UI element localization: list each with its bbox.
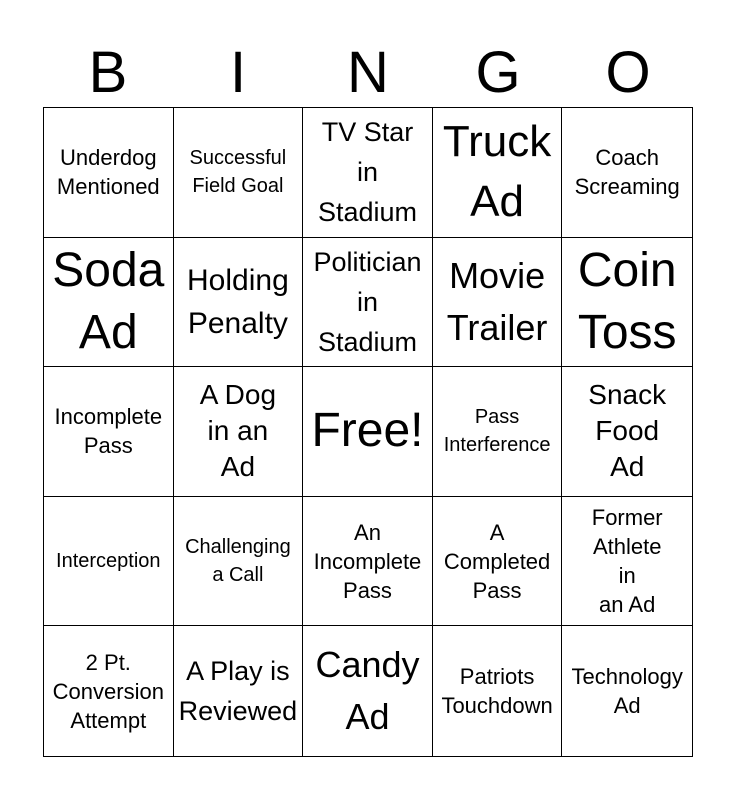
cell-label: Challenging a Call [185, 536, 291, 587]
cell-label: Soda Ad [52, 243, 165, 359]
cell-label: Candy Ad [315, 644, 420, 738]
cell-label: A Completed Pass [443, 519, 551, 603]
bingo-cell-r4-c5[interactable] [562, 497, 692, 627]
cell-label: Holding Penalty [187, 263, 289, 340]
bingo-cell-r4-c2[interactable] [174, 497, 304, 627]
bingo-cell-r4-c4[interactable] [433, 497, 563, 627]
cell-label: Snack Food Ad [588, 379, 667, 483]
cell-label: Technology Ad [571, 664, 683, 719]
bingo-cell-r1-c1[interactable] [44, 108, 174, 238]
bingo-header [43, 40, 693, 106]
bingo-cell-r4-c3[interactable] [303, 497, 433, 627]
cell-label: Coach Screaming [574, 145, 680, 200]
cell-label: A Dog in an Ad [199, 379, 277, 483]
bingo-cell-r4-c1[interactable] [44, 497, 174, 627]
bingo-cell-r2-c1[interactable] [44, 238, 174, 368]
cell-label: Politician in Stadium [313, 246, 422, 357]
cell-label: Underdog Mentioned [56, 145, 160, 200]
header-letter-i: I [229, 40, 247, 105]
bingo-cell-r1-c3[interactable] [303, 108, 433, 238]
bingo-cell-r1-c5[interactable] [562, 108, 692, 238]
cell-label: Pass Interference [443, 406, 551, 457]
bingo-board [43, 107, 693, 757]
header-letter-b: B [88, 40, 128, 105]
free-space-label: Free! [311, 404, 424, 458]
cell-label: Interception [56, 550, 161, 573]
cell-label: Successful Field Goal [189, 147, 287, 198]
bingo-cell-r5-c1[interactable] [44, 626, 174, 756]
bingo-cell-r3-c4[interactable] [433, 367, 563, 497]
free-space-cell[interactable] [303, 367, 433, 497]
header-letter-g: G [475, 40, 521, 105]
bingo-cell-r3-c2[interactable] [174, 367, 304, 497]
bingo-cell-r1-c4[interactable] [433, 108, 563, 238]
bingo-cell-r2-c4[interactable] [433, 238, 563, 368]
bingo-cell-r2-c2[interactable] [174, 238, 304, 368]
bingo-cell-r5-c3[interactable] [303, 626, 433, 756]
bingo-cell-r2-c5[interactable] [562, 238, 692, 368]
cell-label: Movie Trailer [446, 254, 548, 348]
cell-label: TV Star in Stadium [317, 117, 418, 228]
cell-label: Former Athlete in an Ad [591, 505, 663, 618]
bingo-cell-r2-c3[interactable] [303, 238, 433, 368]
cell-label: Patriots Touchdown [441, 664, 553, 719]
cell-label: 2 Pt. Conversion Attempt [52, 649, 164, 733]
bingo-cell-r3-c1[interactable] [44, 367, 174, 497]
bingo-cell-r5-c2[interactable] [174, 626, 304, 756]
cell-label: An Incomplete Pass [313, 519, 422, 603]
cell-label: A Play is Reviewed [178, 656, 298, 727]
cell-label: Truck Ad [442, 117, 552, 227]
cell-label: Incomplete Pass [54, 404, 163, 459]
bingo-cell-r5-c5[interactable] [562, 626, 692, 756]
bingo-cell-r5-c4[interactable] [433, 626, 563, 756]
header-letter-o: O [605, 40, 651, 105]
header-letter-n: N [347, 40, 389, 105]
cell-label: Coin Toss [577, 243, 677, 359]
bingo-cell-r3-c5[interactable] [562, 367, 692, 497]
bingo-cell-r1-c2[interactable] [174, 108, 304, 238]
